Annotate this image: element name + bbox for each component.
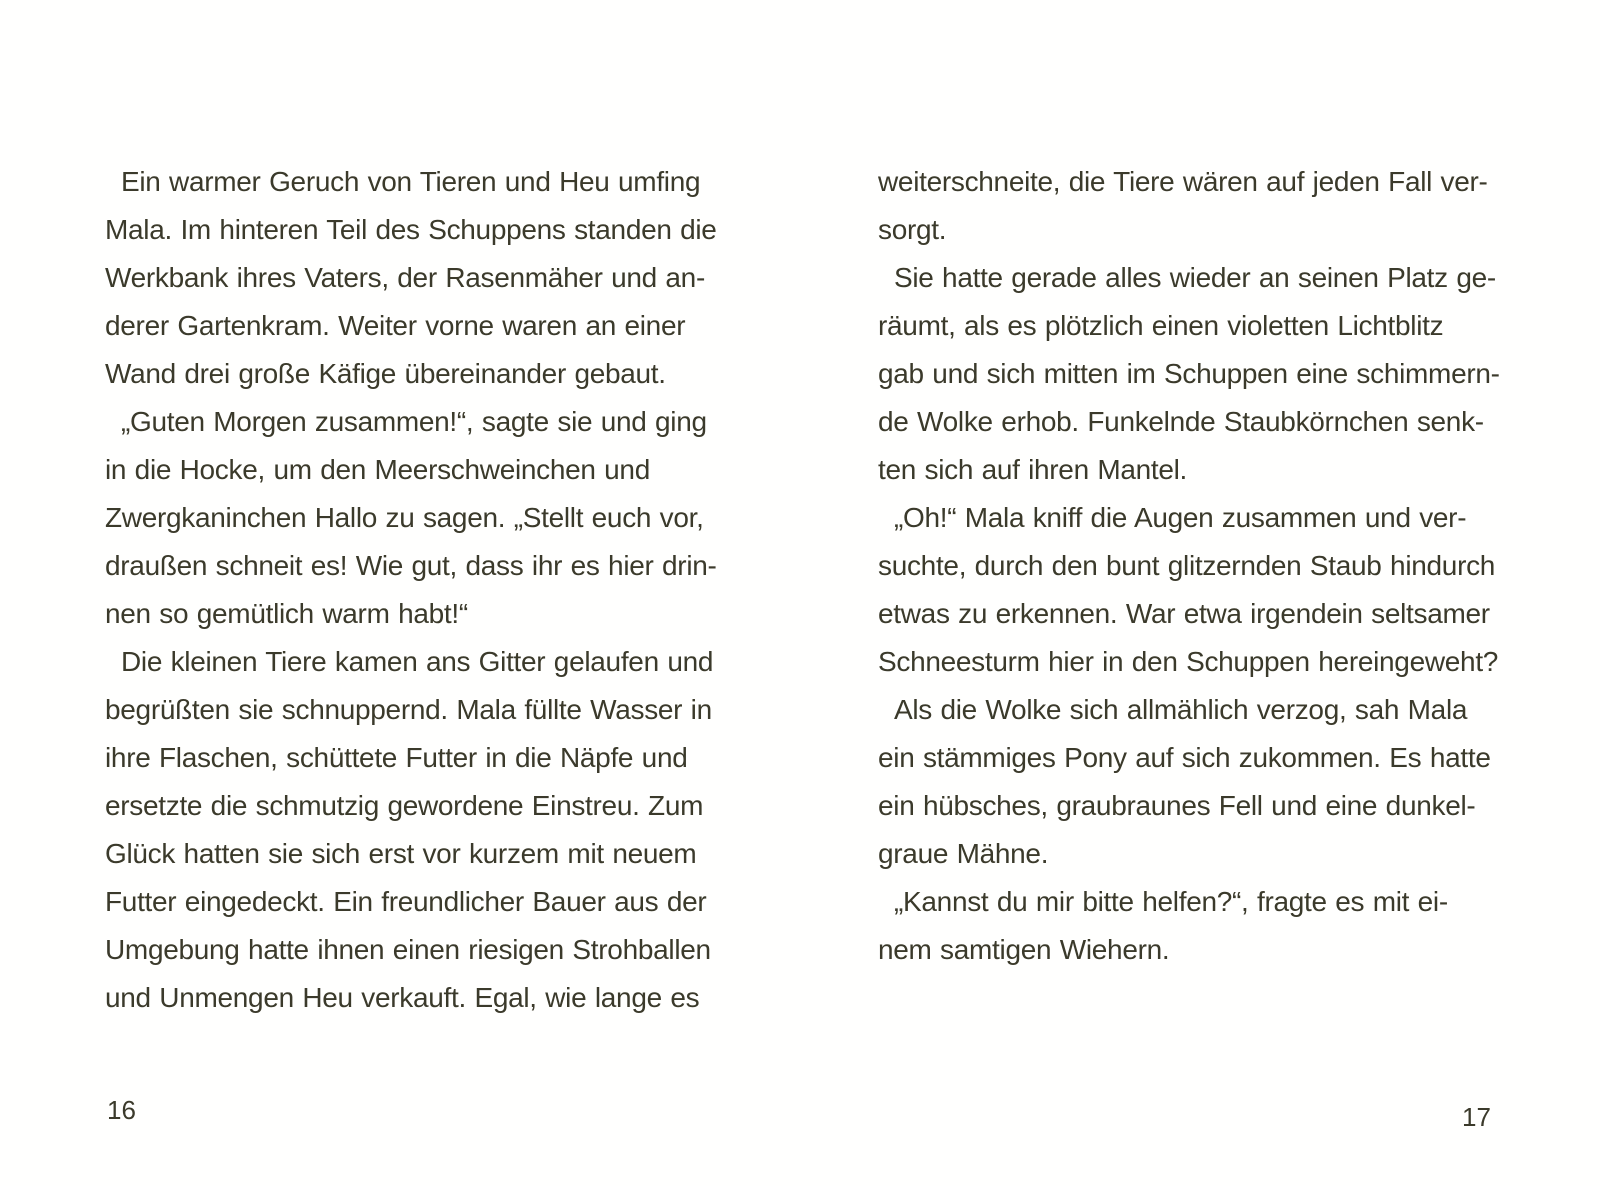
text-line: sorgt. xyxy=(878,214,947,245)
text-line: Futter eingedeckt. Ein freundlicher Bauer aus der xyxy=(105,886,707,917)
text-line: Sie hatte gerade alles wieder an seinen Platz ge- xyxy=(894,262,1496,293)
text-line: Als die Wolke sich allmählich verzog, sah Mala xyxy=(894,694,1468,725)
text-line: Umgebung hatte ihnen einen riesigen Strohballen xyxy=(105,934,711,965)
text-line: ein stämmiges Pony auf sich zukommen. Es hatte xyxy=(878,742,1491,773)
text-line: Wand drei große Käfige übereinander gebaut. xyxy=(105,358,666,389)
text-line: begrüßten sie schnuppernd. Mala füllte Wasser in xyxy=(105,694,712,725)
text-line: Werkbank ihres Vaters, der Rasenmäher und an- xyxy=(105,262,705,293)
text-line: weiterschneite, die Tiere wären auf jeden Fall ver- xyxy=(878,166,1488,197)
right-page-number: 17 xyxy=(1462,1102,1491,1132)
text-line: in die Hocke, um den Meerschweinchen und xyxy=(105,454,650,485)
text-line: „Guten Morgen zusammen!“, sagte sie und ging xyxy=(121,406,707,437)
text-line: ten sich auf ihren Mantel. xyxy=(878,454,1188,485)
left-page-text xyxy=(105,158,717,1022)
text-line: ersetzte die schmutzig gewordene Einstreu. Zum xyxy=(105,790,704,821)
text-line: draußen schneit es! Wie gut, dass ihr es hier drin- xyxy=(105,550,717,581)
text-line: und Unmengen Heu verkauft. Egal, wie lange es xyxy=(105,982,700,1013)
text-line: „Oh!“ Mala kniff die Augen zusammen und ver- xyxy=(894,502,1467,533)
text-line: Mala. Im hinteren Teil des Schuppens standen die xyxy=(105,214,717,245)
text-line: graue Mähne. xyxy=(878,838,1049,869)
left-page-number: 16 xyxy=(107,1095,136,1125)
text-line: nen so gemütlich warm habt!“ xyxy=(105,598,468,629)
text-line: nem samtigen Wiehern. xyxy=(878,934,1170,965)
text-line: Glück hatten sie sich erst vor kurzem mit neuem xyxy=(105,838,697,869)
text-line: ein hübsches, graubraunes Fell und eine dunkel- xyxy=(878,790,1476,821)
text-line: ihre Flaschen, schüttete Futter in die Näpfe und xyxy=(105,742,688,773)
text-line: suchte, durch den bunt glitzernden Staub hindurch xyxy=(878,550,1496,581)
text-line: Zwergkaninchen Hallo zu sagen. „Stellt euch vor, xyxy=(105,502,704,533)
text-line: derer Gartenkram. Weiter vorne waren an einer xyxy=(105,310,686,341)
text-line: gab und sich mitten im Schuppen eine schimmern- xyxy=(878,358,1500,389)
text-line: etwas zu erkennen. War etwa irgendein seltsamer xyxy=(878,598,1490,629)
text-line: „Kannst du mir bitte helfen?“, fragte es mit ei- xyxy=(894,886,1448,917)
text-line: Ein warmer Geruch von Tieren und Heu umfing xyxy=(121,166,701,197)
text-line: Schneesturm hier in den Schuppen hereingeweht? xyxy=(878,646,1499,677)
text-line: de Wolke erhob. Funkelnde Staubkörnchen senk- xyxy=(878,406,1484,437)
text-line: räumt, als es plötzlich einen violetten Lichtblitz xyxy=(878,310,1444,341)
text-line: Die kleinen Tiere kamen ans Gitter gelaufen und xyxy=(121,646,714,677)
right-page-text xyxy=(878,158,1498,974)
